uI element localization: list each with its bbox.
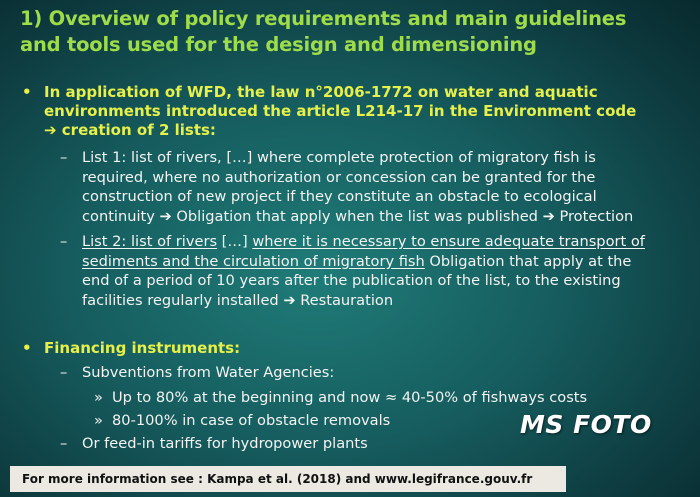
list-2-line-3: end of a period of 10 years after the publication of the list, to the existing — [82, 272, 621, 289]
list-2-line-2 — [82, 252, 645, 272]
footer-reference-box — [10, 466, 566, 492]
feed-in-text: Or feed-in tariffs for hydropower plants — [82, 435, 368, 452]
dash-marker: – — [60, 149, 68, 166]
subitem-text: Up to 80% at the beginning and now ≈ 40-50% of fishways costs — [112, 389, 588, 406]
ellipsis: […] — [217, 233, 253, 250]
bullet-line: ➔ creation of 2 lists: — [44, 121, 216, 139]
dash-marker: – — [60, 233, 68, 250]
bullet-line: environments introduced the article L214-17 in the Environment code — [44, 102, 637, 120]
dash-marker: – — [60, 364, 68, 381]
list-1-line: required, where no authorization or concession can be granted for the — [82, 168, 596, 186]
list-1-line: List 1: list of rivers, […] where complete protection of migratory fish is — [82, 149, 596, 166]
subventions-text: Subventions from Water Agencies: — [82, 364, 335, 381]
list-2-heading: List 2: list of rivers — [82, 233, 218, 250]
bullet-line: In application of WFD, the law n°2006-1772 on water and aquatic — [44, 83, 598, 101]
subitem-text: 80-100% in case of obstacle removals — [112, 412, 391, 429]
title-line-2: and tools used for the design and dimensioning — [20, 33, 537, 56]
list-2-line-4: facilities regularly installed ➔ Restauration — [82, 291, 394, 309]
watermark: MS FOTO — [520, 410, 652, 439]
bullet-marker: • — [22, 339, 32, 357]
bullet-line: Financing instruments: — [44, 339, 241, 357]
bullet-marker: • — [22, 83, 32, 101]
dash-marker: – — [60, 435, 68, 452]
chevron-marker: » — [94, 389, 103, 406]
list-2-obligation: Obligation that apply at the — [424, 252, 632, 270]
list-2-emphasis: sediments and the circulation of migratory fish — [82, 252, 425, 270]
list-1-line: continuity ➔ Obligation that apply when the list was published ➔ Protection — [82, 207, 634, 225]
list-2-emphasis: where it is necessary to ensure adequate transport of — [252, 233, 645, 250]
chevron-marker: » — [94, 412, 103, 429]
list-1-line: construction of new project if they constitute an obstacle to ecological — [82, 188, 597, 205]
slide-title — [20, 6, 690, 58]
title-line-1: 1) Overview of policy requirements and main guidelines — [20, 7, 627, 30]
footer-text: For more information see : Kampa et al. (2018) and www.legifrance.gouv.fr — [22, 472, 533, 486]
list-2-line-1 — [82, 232, 645, 252]
